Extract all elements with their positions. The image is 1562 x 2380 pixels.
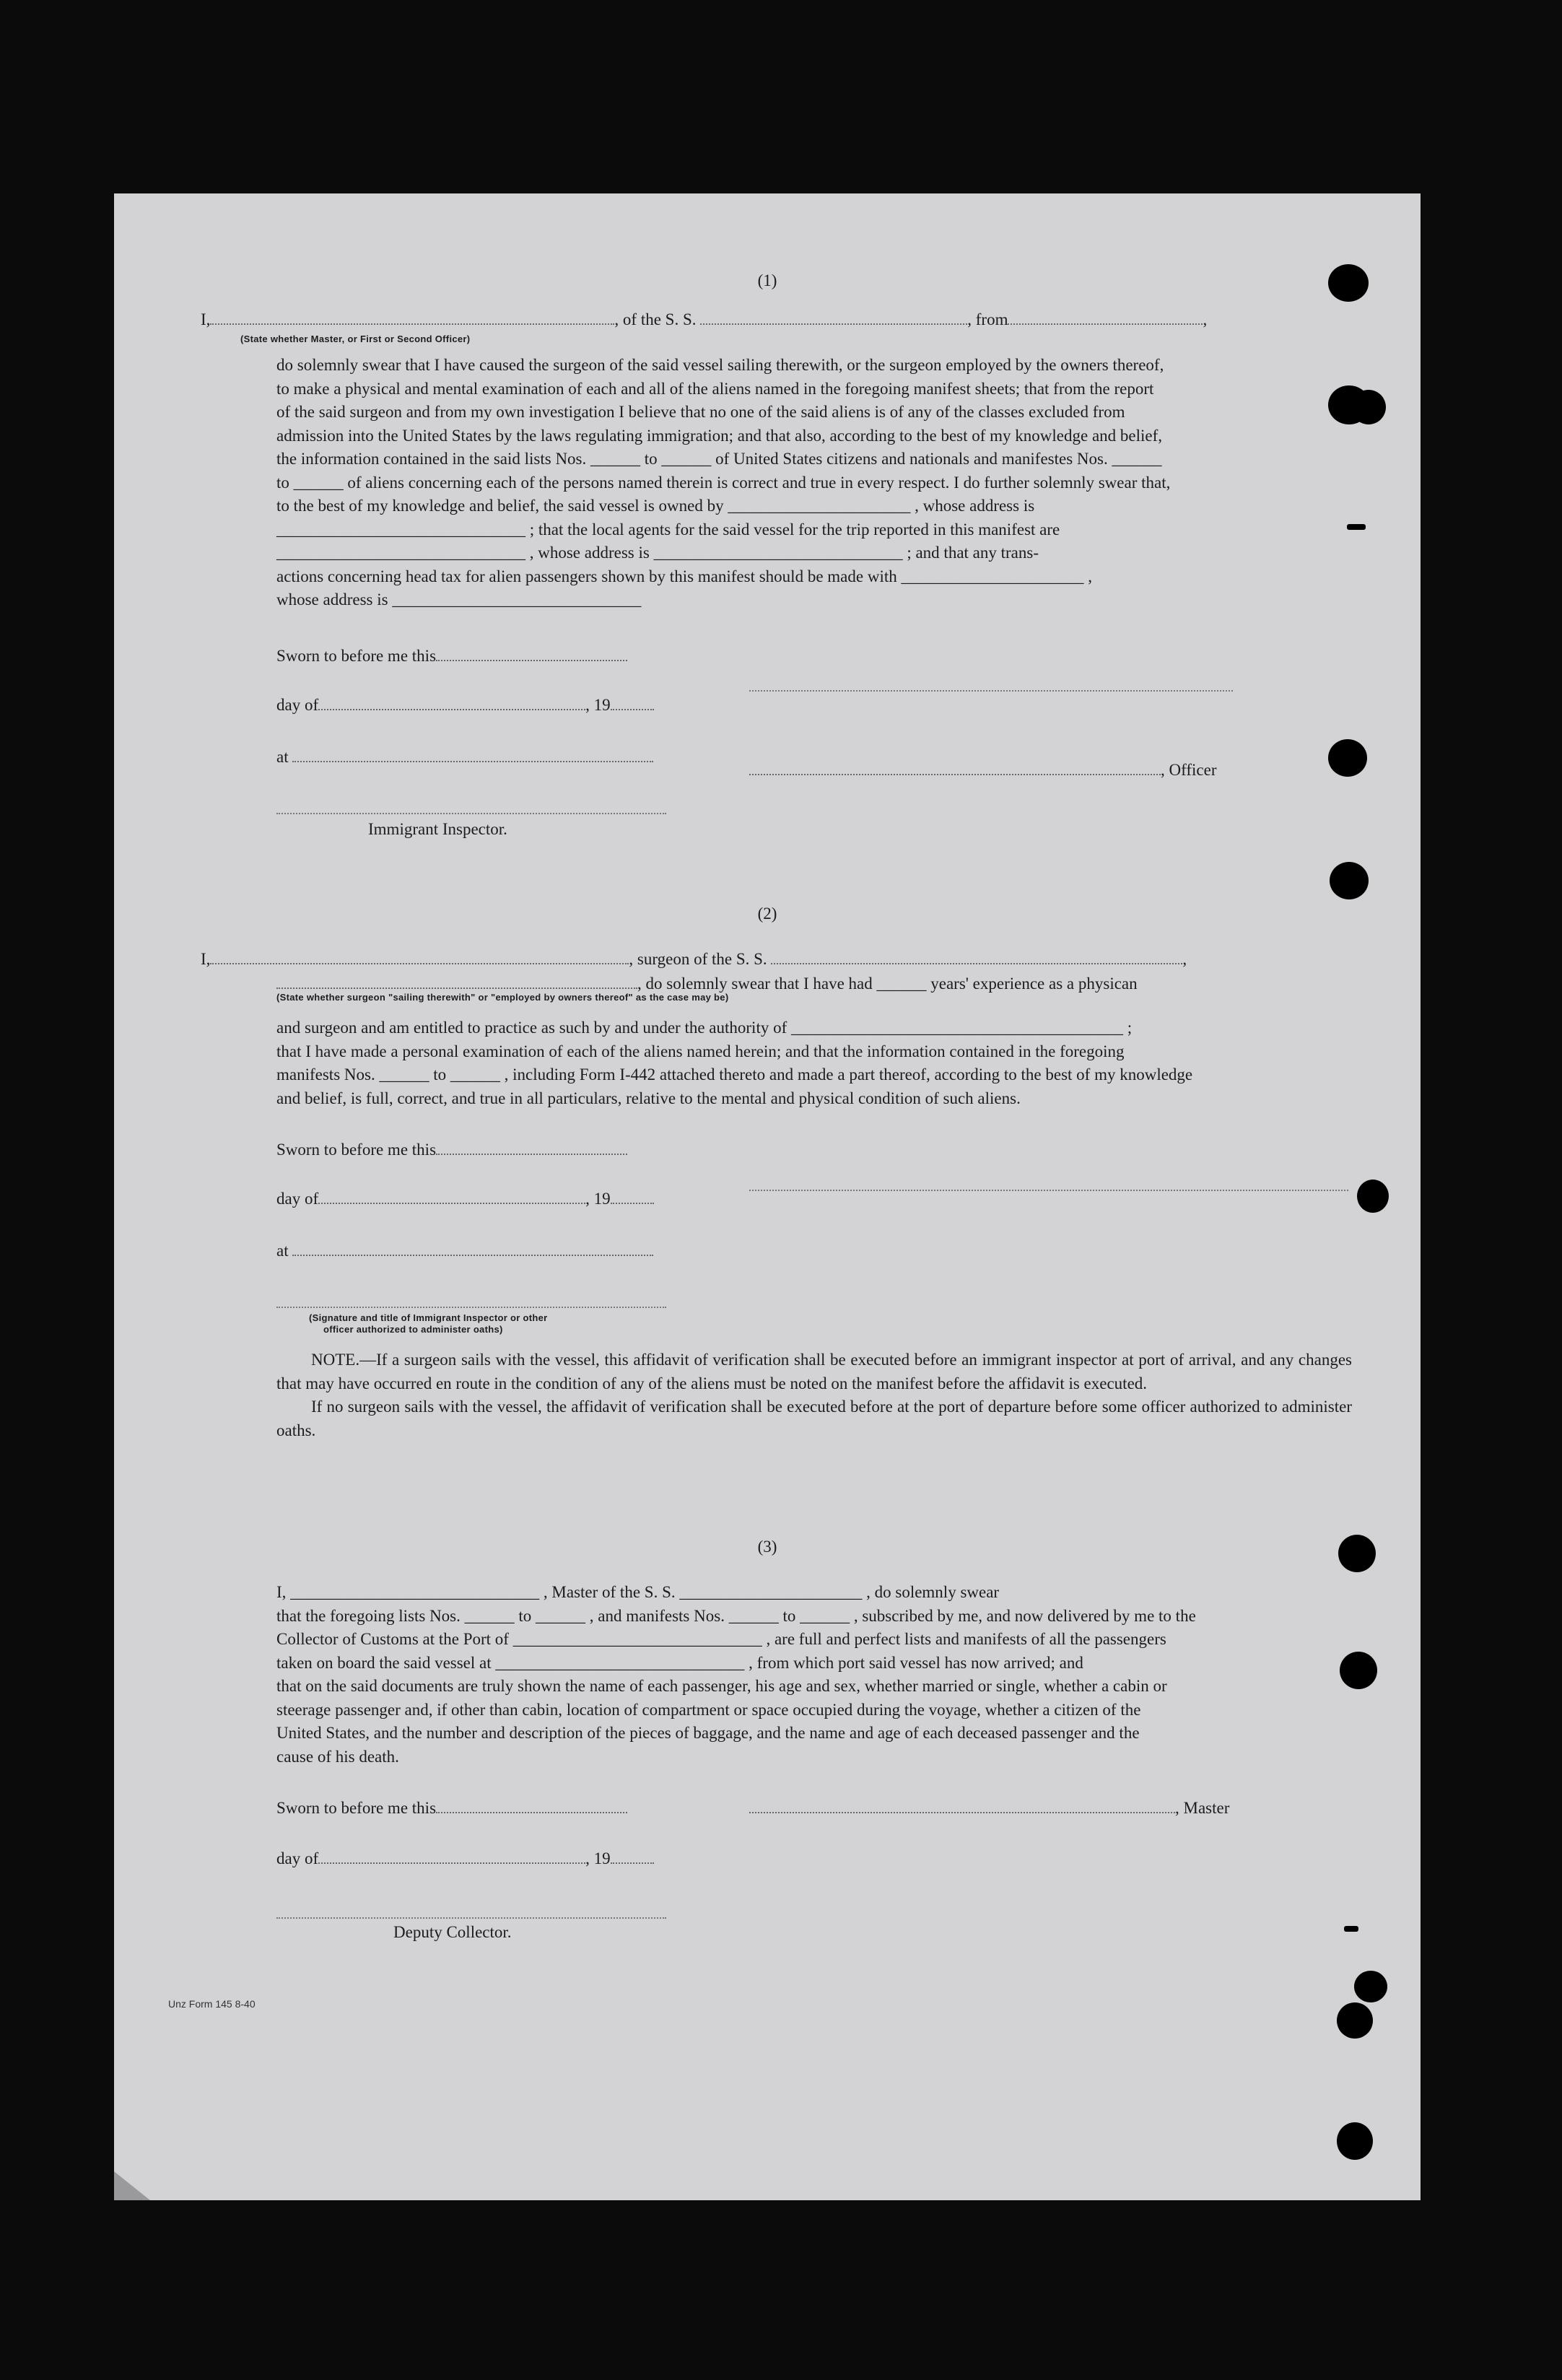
section2-surgeon-ss: , surgeon of the S. S. (629, 950, 767, 968)
section2-body (276, 1016, 1352, 1110)
sworn-label: Sworn to before me this (276, 1799, 437, 1817)
sworn-blank (436, 1800, 627, 1813)
section3-line: steerage passenger and, if other than cabin, location of compartment or space occupied during the voyage, whether a citizen of the (276, 1700, 1141, 1719)
form-number: Unz Form 145 8-40 (168, 1998, 256, 2010)
section2-line2 (276, 975, 1138, 993)
section1-body (276, 354, 1352, 612)
punch-mark (1347, 524, 1366, 530)
section3-line: United States, and the number and description of the pieces of baggage, and the name and age of each deceased passenger and the (276, 1724, 1140, 1742)
vessel-name-blank (700, 312, 967, 325)
signature-line (749, 1188, 1348, 1191)
section1-line: admission into the United States by the laws regulating immigration; and that also, according to the best of my knowledge and belief, (276, 426, 1163, 445)
officer-note: (State whether Master, or First or Second Officer) (240, 334, 471, 344)
at-blank (292, 1243, 653, 1256)
section3-sworn (276, 1799, 627, 1818)
section1-line: to ______ of aliens concerning each of the persons named therein is correct and true in every respect. I do further solemnly swear that, (276, 473, 1171, 492)
signature-note-2: officer authorized to administer oaths) (323, 1324, 503, 1335)
section1-line: to the best of my knowledge and belief, the said vessel is owned by ______________________ , whose address is (276, 497, 1035, 515)
section2-line: that I have made a personal examination of each of the aliens named herein; and that the information contained in the foregoing (276, 1042, 1125, 1060)
signature-line (749, 689, 1233, 692)
section2-sworn (276, 1141, 627, 1159)
master-label: , Master (1175, 1799, 1230, 1817)
section2-number: (2) (757, 905, 777, 923)
section1-at (276, 748, 653, 767)
note-paragraph-2 (276, 1395, 1352, 1442)
section1-number: (1) (757, 271, 777, 289)
section1-from: , from (967, 310, 1008, 328)
year-label: , 19 (585, 1849, 611, 1867)
section1-line: ______________________________ ; that the local agents for the said vessel for the trip reported in this manifest are (276, 520, 1060, 539)
note-paragraph-1 (276, 1348, 1352, 1395)
punch-hole (1338, 1535, 1376, 1572)
manifest-affidavit-page (114, 193, 1421, 2200)
section1-day (276, 696, 654, 715)
section3-line: that the foregoing lists Nos. ______ to ______ , and manifests Nos. ______ to ______ , subscribed by me, and now delivered by me to the (276, 1606, 1196, 1625)
collector-line (276, 1916, 666, 1919)
year-blank (611, 1851, 654, 1864)
section1-line: to make a physical and mental examination of each and all of the aliens named in the foregoing manifest sheets; that from the report (276, 379, 1154, 398)
master-sig-blank (749, 1800, 1175, 1813)
section1-sworn (276, 647, 627, 666)
punch-hole (1337, 2002, 1373, 2039)
day-of-label: day of (276, 1190, 319, 1208)
surgeon-vessel-blank (771, 951, 1182, 964)
punch-hole (1337, 2122, 1373, 2160)
section2-i: I, (201, 950, 211, 968)
year-label: , 19 (585, 696, 611, 714)
sworn-blank (436, 648, 627, 661)
folded-corner (114, 2171, 150, 2200)
punch-hole (1357, 1180, 1389, 1213)
day-blank (318, 1851, 585, 1864)
section2-opening: I, , surgeon of the S. S. , (201, 950, 1187, 968)
section2-line: and belief, is full, correct, and true in all particulars, relative to the mental and physical condition of such aliens. (276, 1089, 1021, 1107)
punch-hole (1328, 264, 1369, 302)
section1-of-ss: , of the S. S. (614, 310, 697, 328)
signature-note-1: (Signature and title of Immigrant Inspector or other (309, 1312, 548, 1323)
section1-line: do solemnly swear that I have caused the surgeon of the said vessel sailing therewith, or the surgeon employed by the owners thereof, (276, 356, 1164, 374)
year-label: , 19 (585, 1190, 611, 1208)
section1-line: whose address is ______________________________ (276, 590, 642, 609)
punch-mark (1344, 1926, 1358, 1932)
punch-hole (1351, 390, 1386, 424)
section2-day (276, 1190, 654, 1208)
section3-line: cause of his death. (276, 1747, 399, 1766)
officer-label: , Officer (1161, 761, 1217, 779)
note-text-1: NOTE.—If a surgeon sails with the vessel, this affidavit of verification shall be executed before an immigrant inspector at port of arrival, and any changes that may have occurred en route in the condition of any of the aliens must be noted on the manifest before the affidavit is executed. (276, 1351, 1352, 1392)
surgeon-note: (State whether surgeon "sailing therewith" or "employed by owners thereof" as the case may be) (276, 992, 729, 1003)
inspector-line (276, 1305, 666, 1308)
sworn-blank (436, 1142, 627, 1155)
punch-hole (1340, 1652, 1377, 1689)
section3-line: I, ______________________________ , Master of the S. S. ______________________ , do solemnly swear (276, 1583, 1000, 1601)
surgeon-name-blank (210, 951, 629, 964)
surgeon-type-blank (276, 976, 637, 989)
deputy-collector-label: Deputy Collector. (393, 1923, 512, 1941)
at-label: at (276, 1242, 289, 1260)
note-block (276, 1348, 1352, 1442)
section3-body (276, 1581, 1352, 1769)
immigrant-inspector-label: Immigrant Inspector. (368, 820, 507, 838)
day-of-label: day of (276, 696, 319, 714)
year-blank (611, 1191, 654, 1204)
section3-number: (3) (757, 1538, 777, 1556)
officer-signature (749, 761, 1216, 780)
sworn-label: Sworn to before me this (276, 647, 437, 665)
at-blank (292, 749, 653, 762)
inspector-line (276, 811, 666, 814)
section3-line: taken on board the said vessel at ______________________________ , from which port said vessel has now arrived; and (276, 1653, 1083, 1672)
day-blank (318, 697, 585, 710)
section2-line: and surgeon and am entitled to practice as such by and under the authority of ________________________________________ ; (276, 1019, 1133, 1037)
master-signature (749, 1799, 1229, 1818)
punch-hole (1328, 739, 1367, 777)
section1-i: I, (201, 310, 211, 328)
section1-opening: I, , of the S. S. , from , (201, 310, 1208, 328)
section3-line: Collector of Customs at the Port of ______________________________ , are full and perfect lists and manifests of all the passengers (276, 1630, 1166, 1648)
section1-line: actions concerning head tax for alien passengers shown by this manifest should be made with ______________________ , (276, 567, 1092, 585)
sworn-label: Sworn to before me this (276, 1141, 437, 1159)
section3-line: that on the said documents are truly shown the name of each passenger, his age and sex, whether married or single, whether a cabin or (276, 1677, 1167, 1695)
officer-name-blank (210, 312, 614, 325)
year-blank (611, 697, 654, 710)
punch-hole (1330, 862, 1369, 899)
section1-line: the information contained in the said lists Nos. ______ to ______ of United States citizens and nationals and manifestes Nos. ______ (276, 450, 1162, 468)
day-blank (318, 1191, 585, 1204)
from-port-blank (1008, 312, 1203, 325)
day-of-label: day of (276, 1849, 319, 1867)
section3-day (276, 1849, 654, 1868)
officer-sig-blank (749, 762, 1161, 775)
note-text-2: If no surgeon sails with the vessel, the affidavit of verification shall be executed before at the port of departure before some officer authorized to administer oaths. (276, 1398, 1352, 1439)
section2-line: manifests Nos. ______ to ______ , including Form I-442 attached thereto and made a part thereof, according to the best of my knowledge (276, 1065, 1193, 1084)
section1-line: ______________________________ , whose address is ______________________________ ; and that any trans- (276, 544, 1039, 562)
section2-at (276, 1242, 653, 1260)
section2-experience: , do solemnly swear that I have had ______ years' experience as a physican (637, 975, 1138, 993)
at-label: at (276, 748, 289, 766)
section1-line: of the said surgeon and from my own investigation I believe that no one of the said aliens is of any of the classes excluded from (276, 403, 1125, 421)
punch-hole (1354, 1971, 1387, 2002)
